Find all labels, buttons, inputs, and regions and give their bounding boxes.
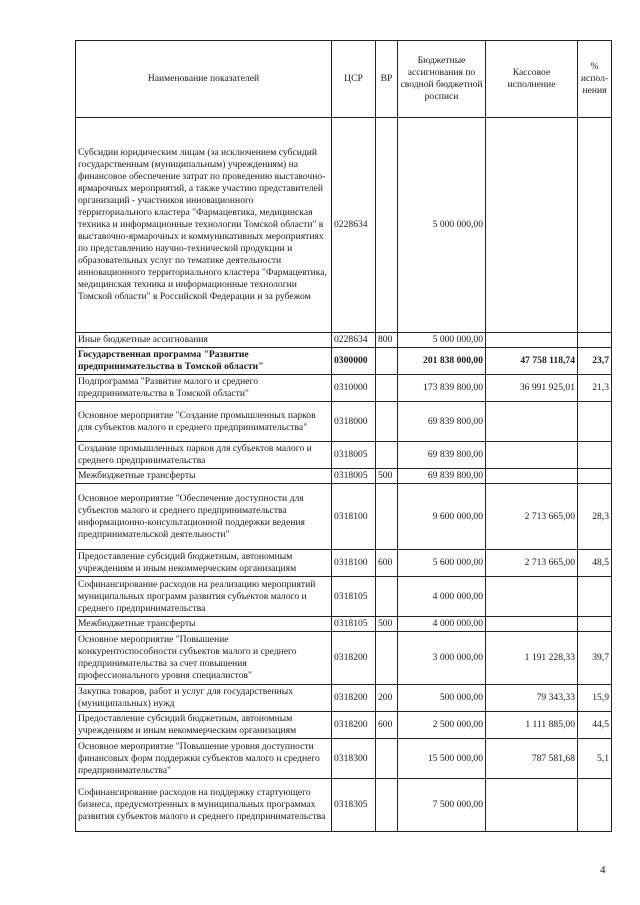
row-name: Основное мероприятие "Обеспечение доступности для субъектов малого и среднего предпринимательства информационно-консультационной поддержки ведения предпринимательской деятельности" <box>76 484 332 550</box>
header-pct: % испол-нения <box>578 41 612 118</box>
row-csr: 0318200 <box>332 685 376 712</box>
row-pct: 39,7 <box>578 632 612 685</box>
row-pct <box>578 402 612 442</box>
header-vr: ВР <box>376 41 398 118</box>
row-pct: 23,7 <box>578 348 612 375</box>
row-pct <box>578 118 612 333</box>
row-vr <box>376 577 398 617</box>
table-row <box>76 442 612 469</box>
row-name: Предоставление субсидий бюджетным, автономным учреждениям и иным некоммерческим организациям <box>76 712 332 739</box>
row-budget: 500 000,00 <box>398 685 486 712</box>
row-name: Софинансирование расходов на реализацию мероприятий муниципальных программ развития субъектов малого и среднего предпринимательства <box>76 577 332 617</box>
row-cash: 1 191 228,33 <box>486 632 578 685</box>
table-row <box>76 484 612 550</box>
row-budget: 3 000 000,00 <box>398 632 486 685</box>
row-vr <box>376 402 398 442</box>
row-pct <box>578 442 612 469</box>
row-name: Субсидии юридическим лицам (за исключением субсидий государственным (муниципальным) учреждениям) на финансовое обеспечение затрат по проведению выставочно-ярмарочных мероприятий, а также участию представителей организаций - участников инновационного территориального кластера "Фармацевтика, медицинская техника и информационные технологии Томской области" в выставочно-ярмарочных и коммуникативных мероприятиях по представлению научно-технической продукции и образовательных услуг по тематике деятельности инновационного территориального кластера "Фармацевтика, медицинская техника и информационные технологии Томской области" в Российской Федерации и за рубежом <box>76 118 332 333</box>
row-name: Создание промышленных парков для субъектов малого и среднего предпринимательства <box>76 442 332 469</box>
row-cash: 47 758 118,74 <box>486 348 578 375</box>
row-csr: 0318100 <box>332 550 376 577</box>
row-csr: 0318105 <box>332 577 376 617</box>
row-budget: 4 000 000,00 <box>398 577 486 617</box>
row-pct: 21,3 <box>578 375 612 402</box>
table-row <box>76 779 612 832</box>
row-vr <box>376 739 398 779</box>
row-cash <box>486 577 578 617</box>
row-vr: 600 <box>376 712 398 739</box>
table-row <box>76 402 612 442</box>
row-csr: 0318000 <box>332 402 376 442</box>
row-csr: 0318305 <box>332 779 376 832</box>
row-name: Закупка товаров, работ и услуг для государственных (муниципальных) нужд <box>76 685 332 712</box>
row-cash <box>486 442 578 469</box>
row-name: Основное мероприятие "Повышение конкурентоспособности субъектов малого и среднего предпринимательства за счет повышения профессионального уровня специалистов" <box>76 632 332 685</box>
row-budget: 4 000 000,00 <box>398 617 486 632</box>
header-name: Наименование показателей <box>76 41 332 118</box>
row-csr: 0318005 <box>332 469 376 484</box>
row-name: Межбюджетные трансферты <box>76 469 332 484</box>
row-budget: 5 600 000,00 <box>398 550 486 577</box>
row-pct: 48,5 <box>578 550 612 577</box>
table-row <box>76 617 612 632</box>
row-budget: 173 839 800,00 <box>398 375 486 402</box>
row-vr: 600 <box>376 550 398 577</box>
row-cash: 79 343,33 <box>486 685 578 712</box>
budget-execution-table <box>75 40 612 832</box>
table-row <box>76 739 612 779</box>
row-vr: 200 <box>376 685 398 712</box>
row-vr <box>376 375 398 402</box>
row-pct: 28,3 <box>578 484 612 550</box>
row-cash: 787 581,68 <box>486 739 578 779</box>
table-row <box>76 375 612 402</box>
row-pct <box>578 333 612 348</box>
table-row <box>76 469 612 484</box>
row-pct: 5,1 <box>578 739 612 779</box>
table-header-row <box>76 41 612 118</box>
row-name: Основное мероприятие "Создание промышленных парков для субъектов малого и среднего предпринимательства" <box>76 402 332 442</box>
row-budget: 7 500 000,00 <box>398 779 486 832</box>
row-csr: 0228634 <box>332 333 376 348</box>
row-pct <box>578 577 612 617</box>
row-name: Основное мероприятие "Повышение уровня доступности финансовых форм поддержки субъектов малого и среднего предпринимательства" <box>76 739 332 779</box>
row-budget: 201 838 000,00 <box>398 348 486 375</box>
row-name: Межбюджетные трансферты <box>76 617 332 632</box>
page-number: 4 <box>600 864 606 876</box>
row-vr: 500 <box>376 469 398 484</box>
row-vr <box>376 348 398 375</box>
table-row <box>76 118 612 333</box>
row-csr: 0228634 <box>332 118 376 333</box>
row-name: Софинансирование расходов на поддержку стартующего бизнеса, предусмотренных в муниципальных программах развития субъектов малого и среднего предпринимательства <box>76 779 332 832</box>
row-vr <box>376 118 398 333</box>
row-cash: 2 713 665,00 <box>486 550 578 577</box>
row-csr: 0318300 <box>332 739 376 779</box>
row-name: Иные бюджетные ассигнования <box>76 333 332 348</box>
row-budget: 2 500 000,00 <box>398 712 486 739</box>
table-row <box>76 348 612 375</box>
row-budget: 9 600 000,00 <box>398 484 486 550</box>
row-cash <box>486 118 578 333</box>
row-cash <box>486 333 578 348</box>
row-pct <box>578 617 612 632</box>
row-csr: 0318200 <box>332 632 376 685</box>
row-pct: 15,9 <box>578 685 612 712</box>
row-budget: 69 839 800,00 <box>398 442 486 469</box>
row-vr: 800 <box>376 333 398 348</box>
row-name: Государственная программа "Развитие предпринимательства в Томской области" <box>76 348 332 375</box>
row-cash: 36 991 925,01 <box>486 375 578 402</box>
row-name: Предоставление субсидий бюджетным, автономным учреждениям и иным некоммерческим организациям <box>76 550 332 577</box>
row-csr: 0318005 <box>332 442 376 469</box>
row-csr: 0310000 <box>332 375 376 402</box>
table-row <box>76 333 612 348</box>
row-cash <box>486 779 578 832</box>
header-cash: Кассовое исполнение <box>486 41 578 118</box>
row-csr: 0318105 <box>332 617 376 632</box>
row-budget: 69 839 800,00 <box>398 402 486 442</box>
row-csr: 0300000 <box>332 348 376 375</box>
row-vr <box>376 484 398 550</box>
row-name: Подпрограмма "Развитие малого и среднего предпринимательства в Томской области" <box>76 375 332 402</box>
row-cash: 2 713 665,00 <box>486 484 578 550</box>
row-vr: 500 <box>376 617 398 632</box>
row-cash <box>486 402 578 442</box>
row-budget: 15 500 000,00 <box>398 739 486 779</box>
table-row <box>76 577 612 617</box>
row-vr <box>376 632 398 685</box>
row-csr: 0318100 <box>332 484 376 550</box>
table-row <box>76 550 612 577</box>
row-vr <box>376 442 398 469</box>
row-budget: 5 000 000,00 <box>398 333 486 348</box>
header-csr: ЦСР <box>332 41 376 118</box>
row-cash <box>486 469 578 484</box>
row-cash: 1 111 885,00 <box>486 712 578 739</box>
row-cash <box>486 617 578 632</box>
table-row <box>76 685 612 712</box>
row-pct: 44,5 <box>578 712 612 739</box>
row-pct <box>578 469 612 484</box>
table-row <box>76 632 612 685</box>
row-pct <box>578 779 612 832</box>
row-vr <box>376 779 398 832</box>
table-row <box>76 712 612 739</box>
header-budget: Бюджетные ассигнования по сводной бюджетной росписи <box>398 41 486 118</box>
row-csr: 0318200 <box>332 712 376 739</box>
row-budget: 5 000 000,00 <box>398 118 486 333</box>
row-budget: 69 839 800,00 <box>398 469 486 484</box>
